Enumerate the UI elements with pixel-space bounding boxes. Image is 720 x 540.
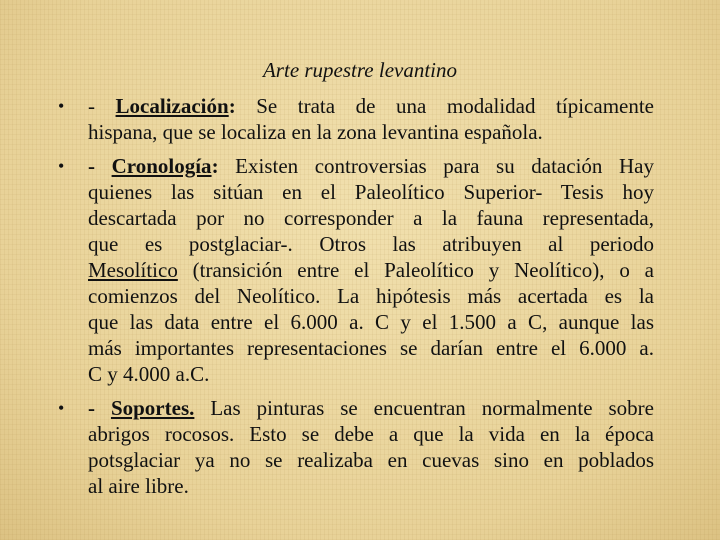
text-line (88, 93, 654, 119)
bullet-icon: • (58, 398, 65, 418)
text-segment: más importantes representaciones se darían entre el 6.000 a. (88, 336, 654, 360)
text-line (88, 205, 654, 231)
text-segment: quienes las sitúan en el Paleolítico Superior- Tesis hoy (88, 180, 654, 204)
text-line (88, 421, 654, 447)
text-segment: Existen controversias para su datación Hay (218, 154, 654, 178)
text-line (88, 447, 654, 473)
slide-title: Arte rupestre levantino (262, 58, 457, 82)
bullet-item (58, 153, 654, 387)
text-line (88, 179, 654, 205)
text-segment: Las pinturas se encuentran normalmente sobre (194, 396, 654, 420)
text-line (88, 473, 654, 499)
emphasized-term: Cronología (111, 154, 212, 178)
text-line (88, 395, 654, 421)
bullet-icon: • (58, 96, 65, 116)
text-line (88, 153, 654, 179)
text-segment: C y 4.000 a.C. (88, 362, 210, 386)
text-segment: potsglaciar ya no se realizaba en cuevas sino en poblados (88, 448, 654, 472)
text-segment: comienzos del Neolítico. La hipótesis más acertada es la (88, 284, 654, 308)
text-segment: - (88, 396, 111, 420)
text-line (88, 361, 654, 387)
emphasized-term: Mesolítico (88, 258, 178, 282)
text-segment: (transición entre el Paleolítico y Neolítico), o a (177, 258, 654, 282)
text-line (88, 283, 654, 309)
text-segment: que las data entre el 6.000 a. C y el 1.500 a C, aunque las (88, 310, 654, 334)
bullet-list (58, 93, 654, 507)
text-segment: : (211, 154, 219, 178)
text-segment: - (88, 94, 116, 118)
text-segment: - (88, 154, 112, 178)
bullet-item (58, 93, 654, 145)
text-segment: al aire libre. (88, 474, 189, 498)
text-line (88, 257, 654, 283)
text-segment: hispana, que se localiza en la zona levantina española. (88, 120, 543, 144)
text-segment: descartada por no corresponder a la fauna representada, (88, 206, 654, 230)
text-segment: Se trata de una modalidad típicamente (235, 94, 654, 118)
emphasized-term: Soportes. (110, 396, 195, 420)
text-line (88, 119, 654, 145)
text-line (88, 335, 654, 361)
text-segment: abrigos rocosos. Esto se debe a que la vida en la época (88, 422, 654, 446)
text-segment: : (228, 94, 236, 118)
text-segment: que es postglaciar-. Otros las atribuyen al periodo (88, 232, 654, 256)
bullet-icon: • (58, 156, 65, 176)
text-line (88, 309, 654, 335)
emphasized-term: Localización (115, 94, 229, 118)
bullet-item (58, 395, 654, 499)
text-line (88, 231, 654, 257)
